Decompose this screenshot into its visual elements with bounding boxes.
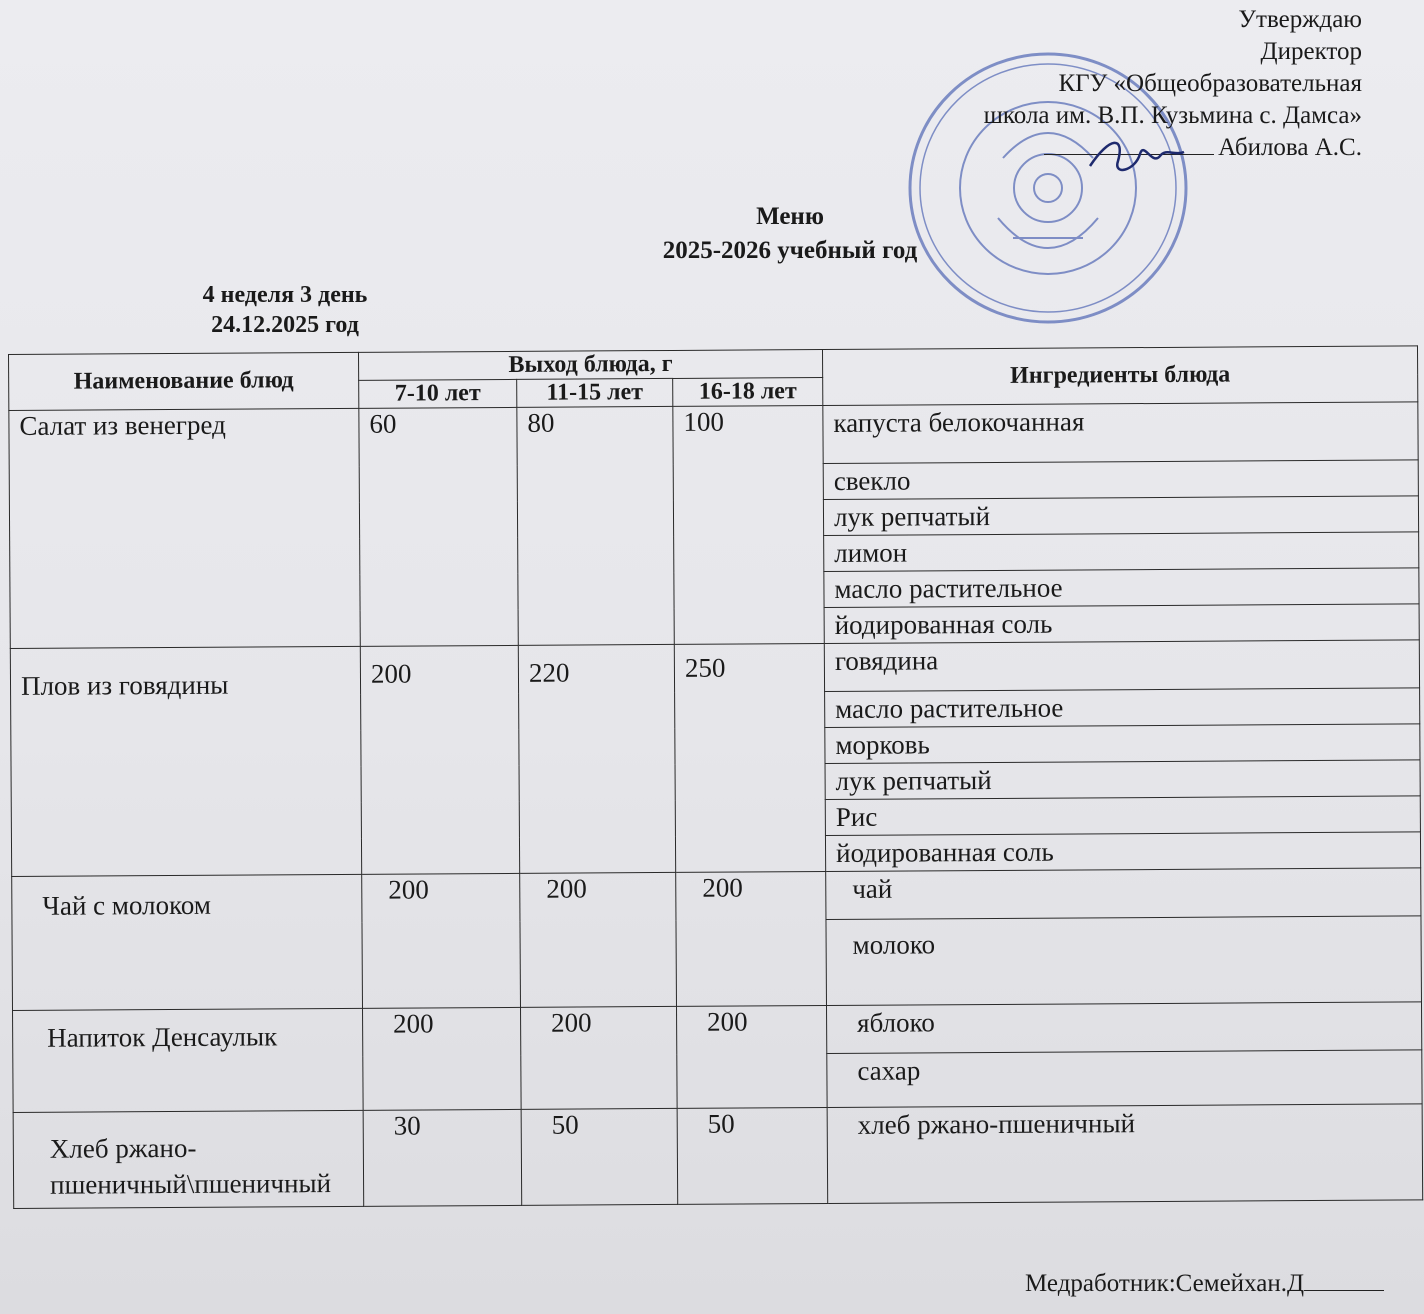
table-row (13, 1104, 1423, 1209)
ingredient: морковь (825, 724, 1420, 764)
dish-name: Напиток Денсаулык (13, 1008, 364, 1112)
footer-medic (1025, 1270, 1384, 1298)
ingredient: хлеб ржано-пшеничный (827, 1104, 1423, 1204)
table-row (9, 402, 1418, 469)
approval-line-1: Утверждаю (1238, 6, 1362, 33)
yield-7-10: 30 (363, 1109, 522, 1206)
director-name: Абилова А.С. (1218, 134, 1362, 161)
ingredient: молоко (826, 916, 1422, 1006)
header-yield: Выход блюда, г (358, 350, 822, 381)
yield-11-15: 200 (521, 1006, 678, 1109)
ingredient: лимон (824, 532, 1419, 572)
header-age-16-18: 16-18 лет (673, 378, 823, 407)
ingredient: масло растительное (825, 688, 1420, 728)
ingredient: свекло (823, 460, 1418, 500)
day-heading (150, 280, 420, 340)
yield-7-10: 200 (360, 645, 519, 874)
ingredient: йодированная соль (825, 832, 1420, 872)
ingredient: яблоко (826, 1002, 1421, 1054)
yield-16-18: 100 (673, 406, 824, 645)
ingredient: сахар (827, 1050, 1422, 1108)
document-title (580, 200, 1000, 268)
medic-underline (1304, 1290, 1384, 1291)
dish-name: Плов из говядины (10, 646, 361, 876)
yield-7-10: 200 (363, 1007, 522, 1110)
yield-16-18: 50 (677, 1108, 828, 1205)
date: 24.12.2025 год (211, 312, 359, 338)
menu-table (8, 345, 1423, 1209)
dish-name: Чай с молоком (12, 874, 363, 1010)
yield-7-10: 60 (359, 407, 518, 646)
approval-line-2: Директор (1260, 38, 1362, 65)
approval-line-4: школа им. В.П. Кузьмина с. Дамса» (983, 102, 1362, 129)
ingredient: чай (826, 868, 1421, 920)
header-ingredients: Ингредиенты блюда (822, 346, 1417, 406)
dish-name: Салат из венегред (9, 408, 360, 648)
table-row (12, 868, 1421, 925)
approval-line-3: КГУ «Общеобразовательная (1058, 70, 1362, 97)
ingredient: масло растительное (824, 568, 1419, 608)
yield-11-15: 200 (520, 872, 677, 1007)
signature-icon (1080, 126, 1190, 186)
yield-16-18: 200 (676, 872, 827, 1007)
ingredient: лук репчатый (825, 760, 1420, 800)
yield-16-18: 250 (674, 644, 825, 873)
yield-11-15: 80 (517, 406, 674, 645)
header-age-7-10: 7-10 лет (359, 379, 517, 408)
table-row (10, 640, 1419, 697)
ingredient: Рис (825, 796, 1420, 836)
yield-11-15: 220 (518, 644, 675, 873)
title-year: 2025-2026 учебный год (662, 237, 918, 264)
table-row (13, 1002, 1422, 1059)
ingredient: говядина (824, 640, 1419, 692)
header-age-11-15: 11-15 лет (517, 378, 673, 407)
ingredient: йодированная соль (824, 604, 1419, 644)
medic-signature: Медработник:Семейхан.Д (1025, 1270, 1304, 1297)
title-menu: Меню (756, 203, 824, 230)
ingredient: капуста белокочанная (823, 402, 1418, 464)
header-dish-name: Наименование блюд (9, 352, 359, 410)
yield-7-10: 200 (362, 873, 521, 1008)
ingredient: лук репчатый (823, 496, 1418, 536)
yield-11-15: 50 (521, 1108, 678, 1205)
yield-16-18: 200 (676, 1006, 827, 1109)
week-day: 4 неделя 3 день (202, 282, 368, 308)
dish-name: Хлеб ржано-пшеничный\пшеничный (13, 1110, 364, 1208)
